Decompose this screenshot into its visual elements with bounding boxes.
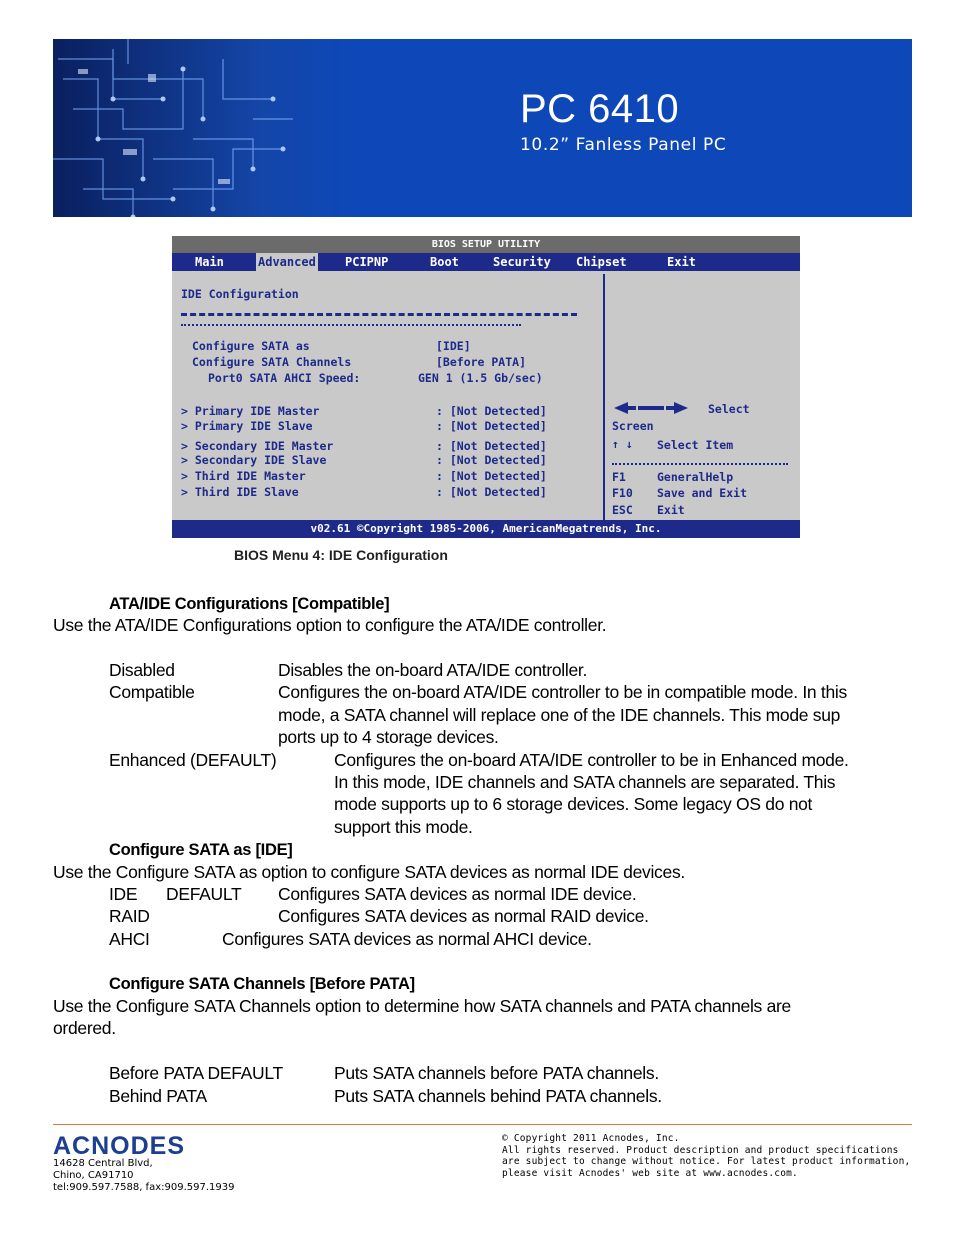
option-desc: Disables the on-board ATA/IDE controller. (278, 660, 588, 680)
bios-help-f10-key: F10 (612, 486, 633, 500)
acnodes-logo (53, 1130, 213, 1158)
option-desc: ports up to 4 storage devices. (278, 727, 499, 747)
document-subtitle: 10.2” Fanless Panel PC (520, 135, 727, 155)
bios-device-label: > Secondary IDE Slave (181, 453, 327, 467)
bios-setting-value: GEN 1 (1.5 Gb/sec) (418, 371, 543, 385)
bios-device-value: : [Not Detected] (436, 453, 547, 467)
bios-device-label: > Secondary IDE Master (181, 439, 334, 453)
bios-setting-value: [IDE] (436, 339, 471, 353)
bios-help-f10: Save and Exit (657, 486, 748, 500)
option-name: Compatible (109, 682, 195, 702)
bios-device-value: : [Not Detected] (436, 419, 547, 433)
option-desc: Configures SATA devices as normal IDE device. (278, 884, 637, 904)
copyright-line: are subject to change without notice. For latest product information, (502, 1156, 911, 1167)
bios-setting-value: [Before PATA] (436, 355, 527, 369)
bios-setting-label: Port0 SATA AHCI Speed: (208, 371, 361, 385)
option-desc: Configures SATA devices as normal AHCI device. (222, 929, 592, 949)
section-intro: Use the Configure SATA as option to configure SATA devices as normal IDE devices. (53, 862, 685, 882)
bios-menu-security: Security (493, 255, 551, 269)
bios-help-esc: Exit (657, 503, 685, 517)
bios-help-f1: GeneralHelp (657, 470, 734, 484)
bios-device-value: : [Not Detected] (436, 404, 547, 418)
bios-panel-divider (603, 274, 605, 520)
bios-menu-advanced: Advanced (258, 255, 316, 269)
section-intro: Use the Configure SATA Channels option to determine how SATA channels and PATA channels are (53, 996, 791, 1016)
option-default: DEFAULT (166, 884, 242, 904)
address-line: tel:909.597.7588, fax:909.597.1939 (53, 1182, 235, 1193)
option-desc: mode supports up to 6 storage devices. Some legacy OS do not (334, 794, 813, 814)
bios-menu-boot: Boot (430, 255, 459, 269)
address-line: 14628 Central Blvd, (53, 1158, 153, 1169)
bios-clipped-row (181, 324, 521, 330)
bios-device-label: > Third IDE Master (181, 469, 306, 483)
left-right-arrows-icon (612, 400, 690, 416)
section-intro: Use the ATA/IDE Configurations option to configure the ATA/IDE controller. (53, 615, 607, 635)
bios-setting-label: Configure SATA as (192, 339, 310, 353)
option-name: Behind PATA (109, 1086, 207, 1106)
figure-caption: BIOS Menu 4: IDE Configuration (234, 547, 448, 563)
bios-footer: v02.61 ©Copyright 1985-2006, AmericanMegatrends, Inc. (172, 520, 800, 538)
footer-rule (53, 1124, 912, 1125)
bios-help-select-item: Select Item (657, 438, 734, 452)
section-heading-sata-as: Configure SATA as [IDE] (109, 841, 293, 859)
bios-device-label: > Primary IDE Slave (181, 419, 313, 433)
bios-device-label: > Third IDE Slave (181, 485, 299, 499)
option-desc: support this mode. (334, 817, 473, 837)
bios-menu-pcipnp: PCIPNP (345, 255, 389, 269)
option-name: IDE (109, 884, 138, 904)
option-desc: Configures SATA devices as normal RAID device. (278, 906, 649, 926)
acnodes-logo-text: ACNODES (53, 1132, 186, 1158)
option-desc: Configures the on-board ATA/IDE controller to be in compatible mode. In this (278, 682, 847, 702)
option-desc: Puts SATA channels behind PATA channels. (334, 1086, 662, 1106)
option-name: RAID (109, 906, 150, 926)
bios-help-f1-key: F1 (612, 470, 626, 484)
section-intro: ordered. (53, 1018, 116, 1038)
option-name: Enhanced (DEFAULT) (109, 750, 277, 770)
bios-device-value: : [Not Detected] (436, 469, 547, 483)
document-title: PC 6410 (520, 87, 680, 131)
bios-screenshot (172, 236, 800, 538)
bios-menu-bar (172, 253, 800, 271)
header-banner (53, 39, 912, 217)
bios-help-select: Select (708, 402, 750, 416)
bios-device-value: : [Not Detected] (436, 439, 547, 453)
bios-menu-exit: Exit (667, 255, 696, 269)
option-desc: Puts SATA channels before PATA channels. (334, 1063, 659, 1083)
bios-device-value: : [Not Detected] (436, 485, 547, 499)
option-name: Before PATA DEFAULT (109, 1063, 283, 1083)
option-desc: Configures the on-board ATA/IDE controller to be in Enhanced mode. (334, 750, 849, 770)
option-name: AHCI (109, 929, 150, 949)
section-heading-ata: ATA/IDE Configurations [Compatible] (109, 595, 390, 613)
option-desc: In this mode, IDE channels and SATA channels are separated. This (334, 772, 836, 792)
section-heading-sata-channels: Configure SATA Channels [Before PATA] (109, 975, 415, 993)
bios-clipped-row (612, 463, 788, 469)
bios-help-updown-keys: ↑ ↓ (612, 437, 633, 451)
option-name: Disabled (109, 660, 175, 680)
bios-title-bar: BIOS SETUP UTILITY (172, 236, 800, 253)
option-desc: mode, a SATA channel will replace one of the IDE channels. This mode sup (278, 705, 841, 725)
bios-help-esc-key: ESC (612, 503, 633, 517)
circuit-board-image (53, 39, 353, 217)
bios-menu-main: Main (195, 255, 224, 269)
bios-help-screen: Screen (612, 419, 654, 433)
copyright-line: All rights reserved. Product description and product specifications (502, 1145, 899, 1156)
bios-separator (181, 313, 577, 319)
bios-device-label: > Primary IDE Master (181, 404, 320, 418)
bios-setting-label: Configure SATA Channels (192, 355, 352, 369)
copyright-line: please visit Acnodes' web site at www.acnodes.com. (502, 1168, 798, 1179)
bios-menu-chipset: Chipset (576, 255, 627, 269)
copyright-line: © Copyright 2011 Acnodes, Inc. (502, 1133, 680, 1144)
address-line: Chino, CA91710 (53, 1170, 134, 1181)
bios-section-title: IDE Configuration (181, 287, 299, 301)
